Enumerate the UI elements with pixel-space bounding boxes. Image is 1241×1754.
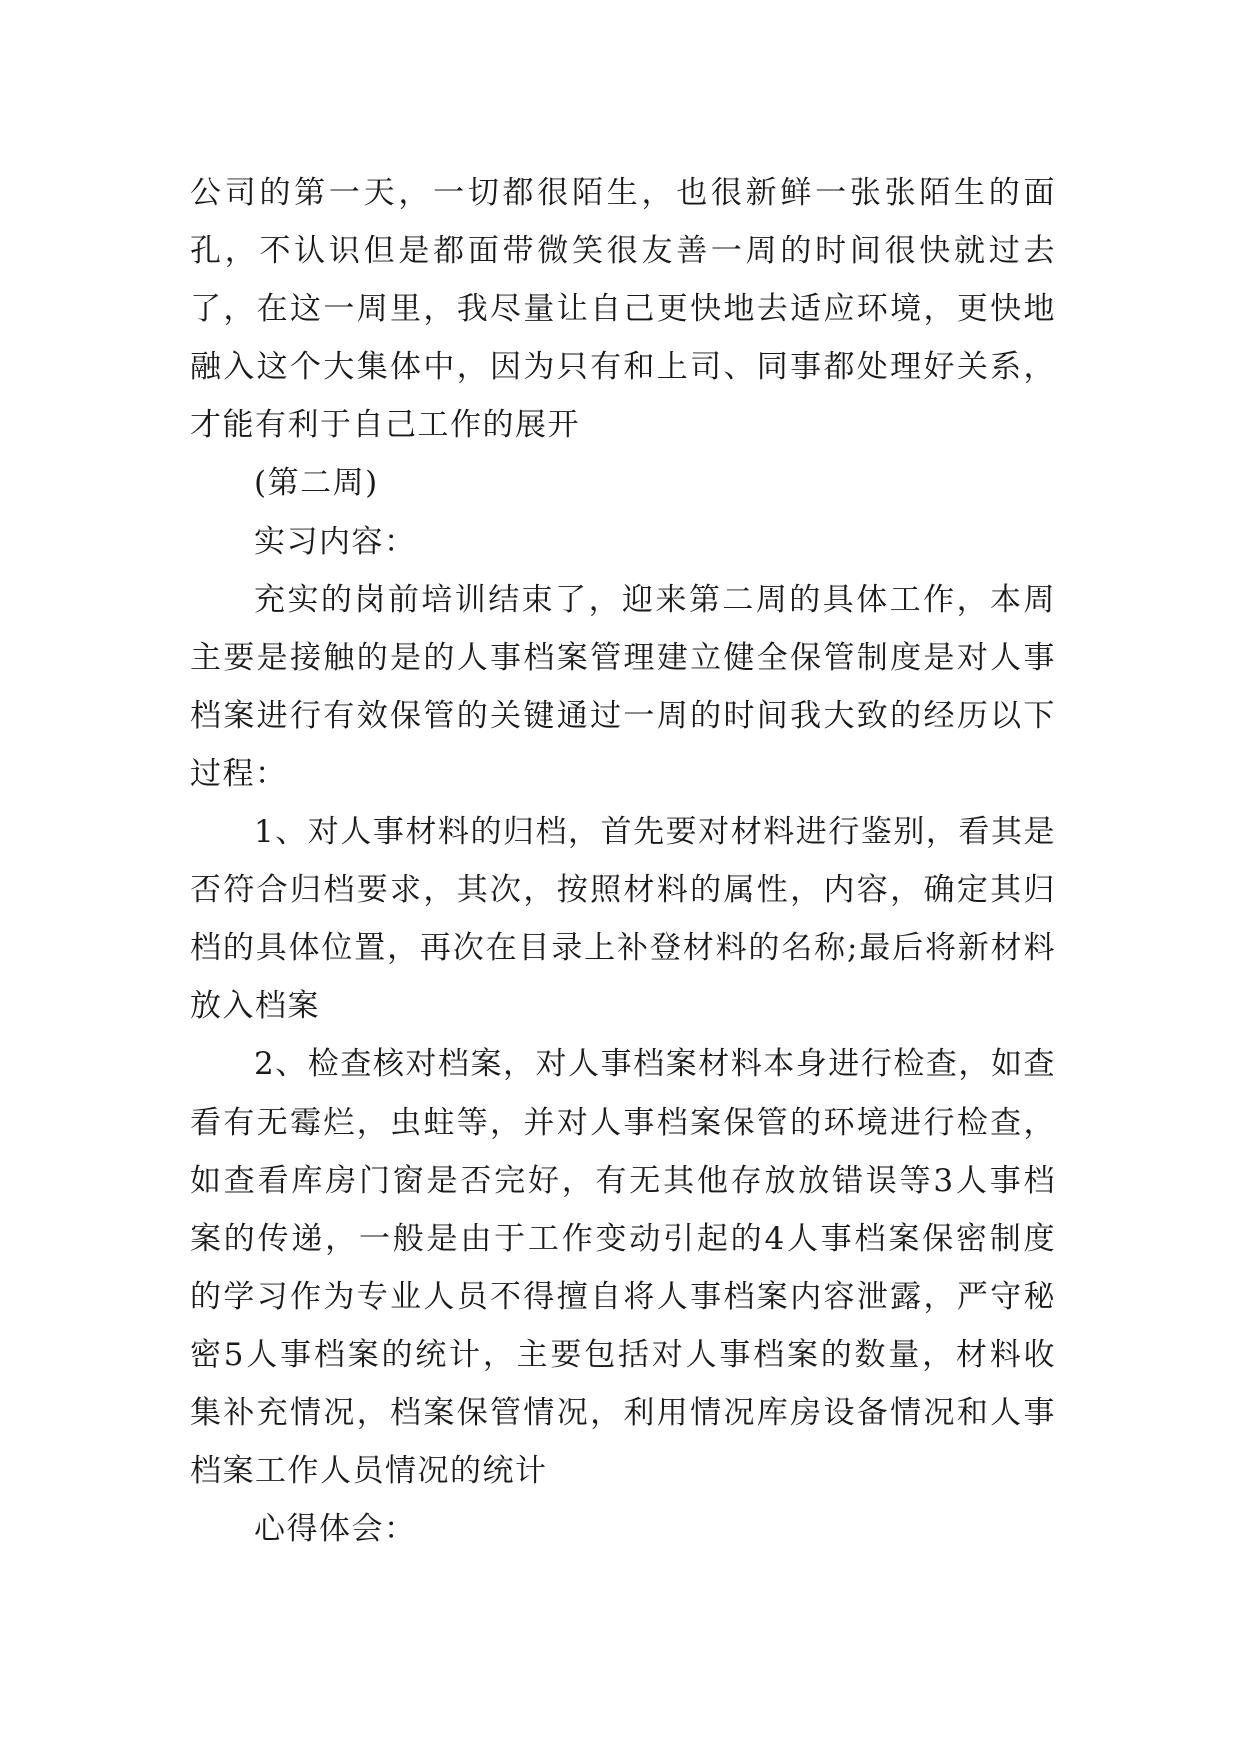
- paragraph-week-two-intro: 充实的岗前培训结束了，迎来第二周的具体工作，本周主要是接触的是的人事档案管理建立健全保管制度是对人事档案进行有效保管的关键通过一周的时间我大致的经历以下过程：: [190, 581, 1056, 792]
- document-body: [190, 164, 1056, 1558]
- week-heading: (第二周): [254, 465, 379, 502]
- paragraph-continuation: 公司的第一天，一切都很陌生，也很新鲜一张张陌生的面孔，不认识但是都面带微笑很友善一周的时间很快就过去了，在这一周里，我尽量让自己更快地去适应环境，更快地融入这个大集体中，因为只有和上司、同事都处理好关系，才能有利于自己工作的展开: [190, 175, 1056, 444]
- paragraph-item-2: 2、检查核对档案，对人事档案材料本身进行检查，如查看有无霉烂，虫蛀等，并对人事档案保管的环境进行检查，如查看库房门窗是否完好，有无其他存放放错误等3人事档案的传递，一般是由于工作变动引起的4人事档案保密制度的学习作为专业人员不得擅自将人事档案内容泄露，严守秘密5人事档案的统计，主要包括对人事档案的数量，材料收集补充情况，档案保管情况，利用情况库房设备情况和人事档案工作人员情况的统计: [190, 1046, 1056, 1490]
- paragraph-item-1: 1、对人事材料的归档，首先要对材料进行鉴别，看其是否符合归档要求，其次，按照材料的属性，内容，确定其归档的具体位置，再次在目录上补登材料的名称;最后将新材料放入档案: [190, 814, 1056, 1025]
- internship-content-heading: 实习内容：: [254, 523, 417, 560]
- reflection-heading: 心得体会：: [254, 1511, 417, 1548]
